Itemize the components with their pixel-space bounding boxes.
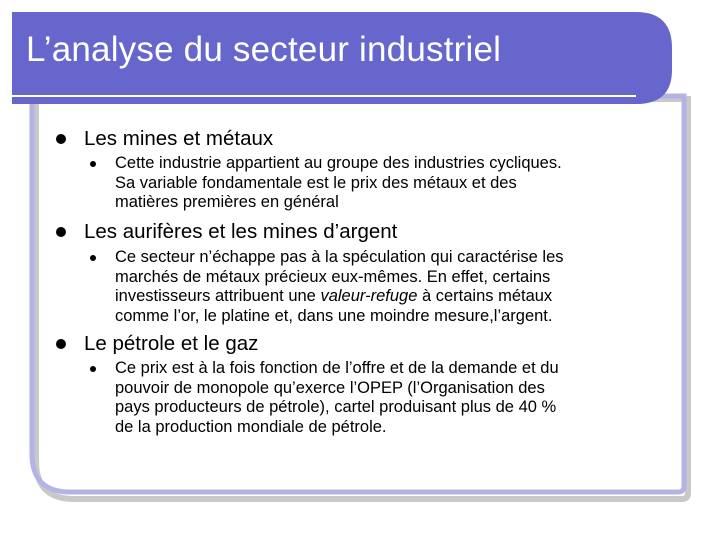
text-line: matières premières en général — [115, 193, 339, 211]
emphasis-text: valeur-refuge — [320, 287, 418, 305]
section-heading-gold: Les aurifères et les mines d’argent — [84, 220, 398, 243]
section-heading-mines: Les mines et métaux — [84, 127, 274, 150]
text-line: de la production mondiale de pétrole. — [115, 417, 387, 436]
sub-bullet-icon — [90, 366, 96, 372]
section-text-mines — [115, 154, 675, 213]
section-heading-oil: Le pétrole et le gaz — [84, 332, 259, 355]
text-line: pouvoir de monopole qu’exerce l’OPEP (l’Organisation des — [115, 378, 545, 397]
sub-bullet-icon — [90, 255, 96, 261]
section-text-gold — [115, 248, 675, 326]
text-fragment: investisseurs attribuent une — [115, 287, 321, 305]
text-fragment: à certains métaux — [417, 287, 553, 305]
slide-title: L’analyse du secteur industriel — [26, 30, 502, 69]
section-text-oil — [115, 359, 675, 437]
text-line: marchés de métaux précieux eux-mêmes. En effet, certains — [115, 267, 551, 286]
text-line: pays producteurs de pétrole), cartel produisant plus de 40 % — [115, 398, 557, 416]
bullet-icon — [56, 227, 66, 237]
text-line: comme l’or, le platine et, dans une moindre mesure,l’argent. — [115, 306, 553, 325]
bullet-icon — [56, 134, 66, 144]
sub-bullet-icon — [90, 161, 96, 167]
text-line: Ce secteur n’échappe pas à la spéculation qui caractérise les — [115, 248, 564, 266]
text-line — [115, 287, 675, 307]
text-line: Cette industrie appartient au groupe des industries cycliques. — [115, 154, 562, 172]
text-line: Ce prix est à la fois fonction de l’offre et de la demande et du — [115, 359, 559, 377]
text-line: Sa variable fondamentale est le prix des métaux et des — [115, 173, 517, 192]
bullet-icon — [56, 339, 66, 349]
